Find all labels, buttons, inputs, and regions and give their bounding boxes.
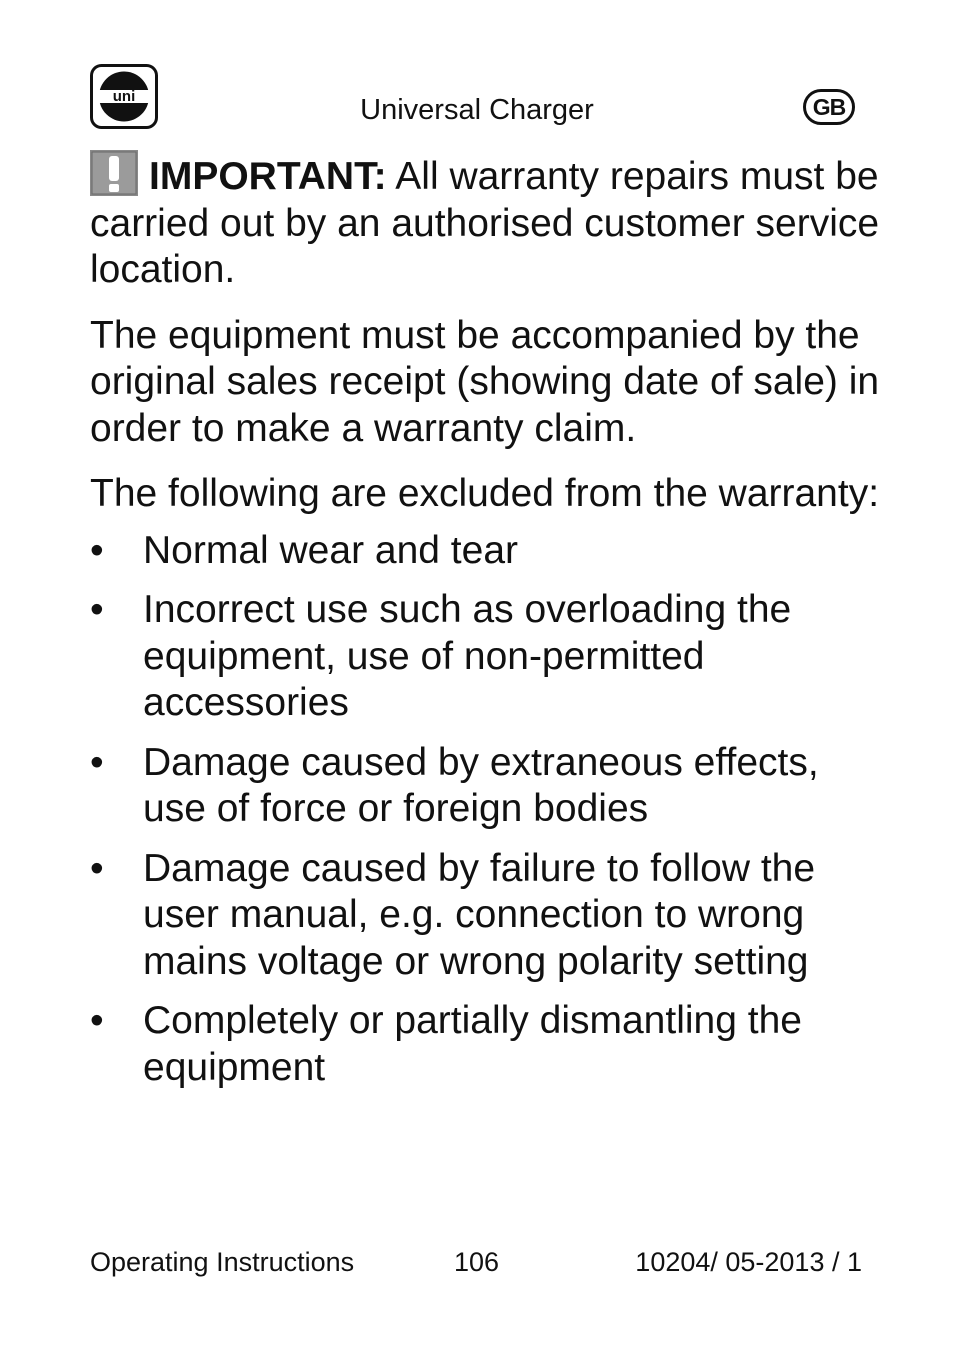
list-item [90, 998, 880, 1091]
footer-document-code: 10204/ 05-2013 / 1 [635, 1247, 862, 1277]
bullet-icon: • [90, 999, 104, 1042]
list-item-text: Incorrect use such as overloading the equipment, use of non-permitted accessories [143, 588, 792, 724]
page-header-title: Universal Charger [360, 94, 594, 126]
list-item-text: Damage caused by extraneous effects, use of force or foreign bodies [143, 740, 819, 830]
list-item-text: Damage caused by failure to follow the user manual, e.g. connection to wrong mains voltage or wrong polarity setting [143, 846, 816, 983]
bullet-icon: • [90, 528, 104, 572]
list-item [90, 528, 880, 575]
bullet-icon: • [90, 740, 104, 784]
list-item [90, 740, 880, 833]
list-item-text: Completely or partially dismantling the equipment [143, 999, 802, 1089]
main-content [90, 150, 880, 1104]
important-text: All warranty repairs must be carried out by an authorised customer service location. [90, 155, 880, 291]
important-notice [90, 150, 880, 294]
country-badge: GB [803, 89, 855, 125]
exclusions-intro: The following are excluded from the warranty: [90, 472, 880, 515]
footer-document-type: Operating Instructions [90, 1247, 355, 1277]
receipt-paragraph: The equipment must be accompanied by the original sales receipt (showing date of sale) in order to make a warranty claim. [90, 313, 880, 450]
bullet-icon: • [90, 588, 104, 631]
exclusions-list [90, 528, 880, 1092]
bullet-icon: • [90, 846, 104, 890]
list-item [90, 587, 880, 727]
important-label: IMPORTANT: [149, 155, 387, 198]
list-item [90, 846, 880, 986]
footer-page-number: 106 [454, 1247, 500, 1277]
exclamation-warning-icon [90, 150, 138, 196]
logo-text: uni [112, 88, 136, 105]
list-item-text: Normal wear and tear [143, 528, 518, 572]
